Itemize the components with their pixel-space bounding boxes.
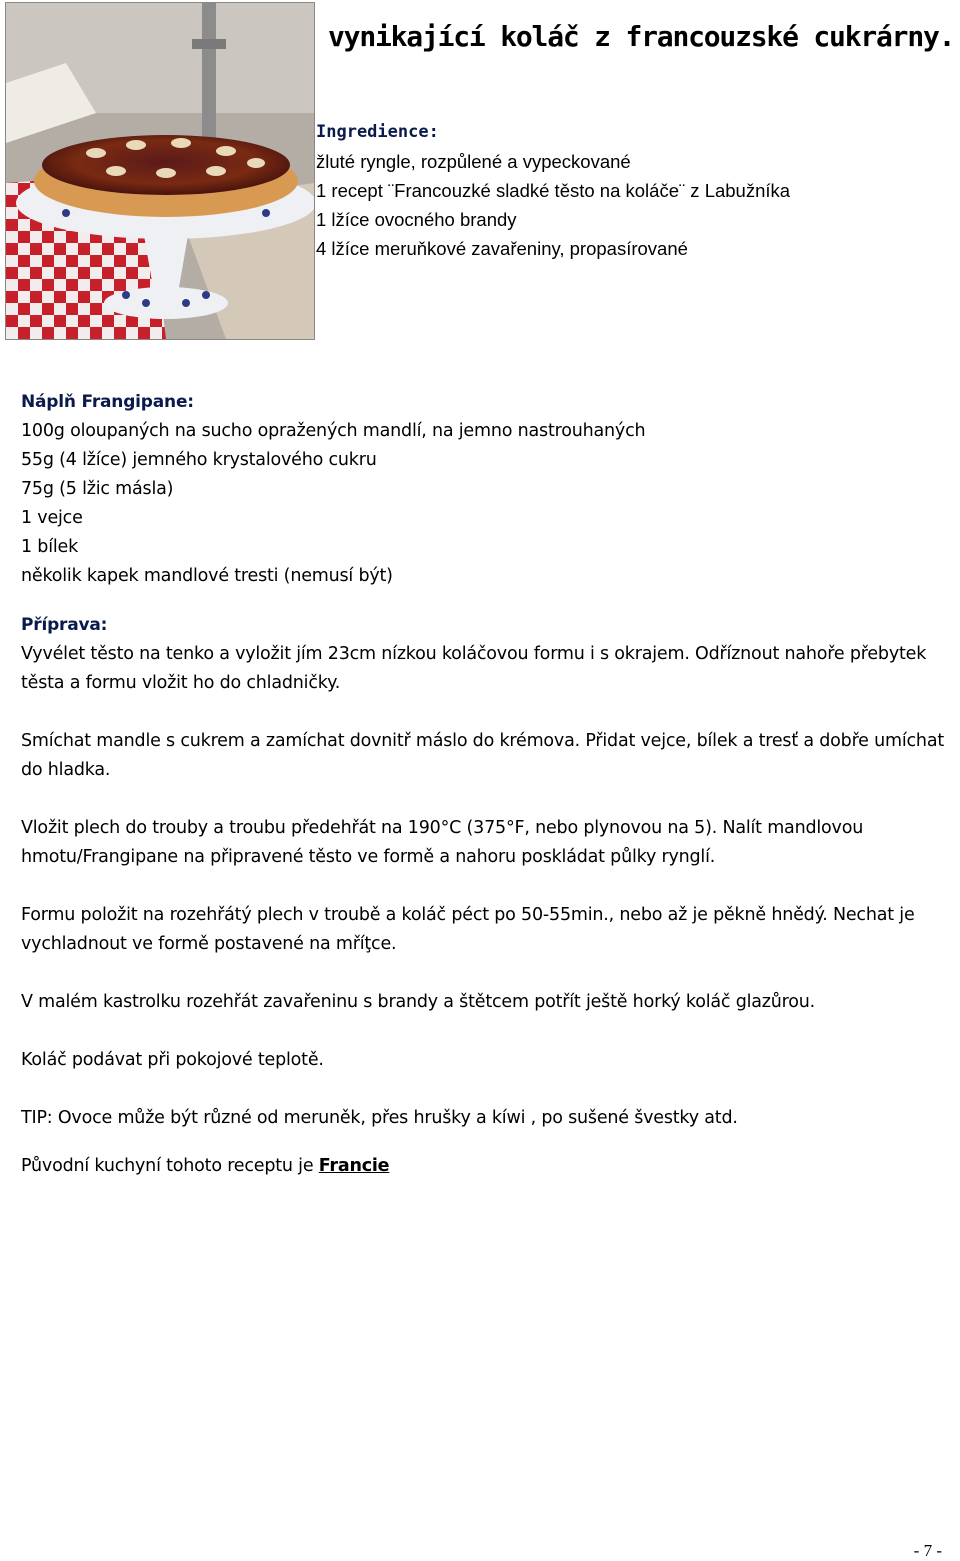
filling-item: 100g oloupaných na sucho opražených mandlí, na jemno nastrouhaných [21, 421, 646, 441]
filling-item: 55g (4 lžíce) jemného krystalového cukru [21, 450, 377, 470]
filling-item: 1 vejce [21, 508, 83, 528]
preparation-step: Vložit plech do trouby a troubu předehřát na 190°C (375°F, nebo plynovou na 5). Nalít mandlovou hmotu/Frangipane na připravené těsto ve formě a nahoru poskládat půlky rynglí. [21, 818, 864, 867]
origin-line [21, 1152, 956, 1181]
filling-heading: Náplň Frangipane: [21, 392, 194, 412]
ingredients-section [316, 118, 790, 263]
preparation-step: Koláč podávat při pokojové teplotě. [21, 1050, 324, 1070]
origin-country-link[interactable]: Francie [318, 1156, 390, 1176]
filling-section [21, 388, 645, 591]
preparation-step: Vyvélet těsto na tenko a vyložit jím 23cm nízkou koláčovou formu i s okrajem. Odříznout nahoře přebytek těsta a formu vložit ho do chladničky. [21, 644, 927, 693]
filling-item: 75g (5 lžic másla) [21, 479, 174, 499]
ingredient-item: žluté ryngle, rozpůlené a vypeckované [316, 151, 631, 172]
tart-photo [5, 2, 315, 340]
preparation-step: V malém kastrolku rozehřát zavařeninu s brandy a štětcem potřít ještě horký koláč glazůrou. [21, 992, 816, 1012]
ingredient-item: 1 lžíce ovocného brandy [316, 209, 517, 230]
ingredients-heading: Ingredience: [316, 122, 439, 142]
filling-item: 1 bílek [21, 537, 79, 557]
preparation-section [21, 611, 956, 1210]
preparation-heading: Příprava: [21, 615, 108, 635]
filling-item: několik kapek mandlové tresti (nemusí být) [21, 566, 393, 586]
page-number: - 7 - [913, 1541, 942, 1560]
preparation-step: Formu položit na rozehřátý plech v troubě a koláč péct po 50-55min., nebo až je pěkně hnědý. Nechat je vychladnout ve formě postavené na mříţce. [21, 905, 915, 954]
origin-prefix: Původní kuchyní tohoto receptu je [21, 1156, 319, 1176]
recipe-title: vynikající koláč z francouzské cukrárny. [328, 20, 955, 53]
preparation-tip: TIP: Ovoce může být různé od meruněk, přes hrušky a kíwi , po sušené švestky atd. [21, 1108, 738, 1128]
ingredient-item: 1 recept ¨Francouzké sladké těsto na koláče¨ z Labužníka [316, 180, 791, 201]
preparation-step: Smíchat mandle s cukrem a zamíchat dovnitř máslo do krémova. Přidat vejce, bílek a tresť a dobře umíchat do hladka. [21, 731, 945, 780]
ingredient-item: 4 lžíce meruňkové zavařeniny, propasírované [316, 238, 688, 259]
